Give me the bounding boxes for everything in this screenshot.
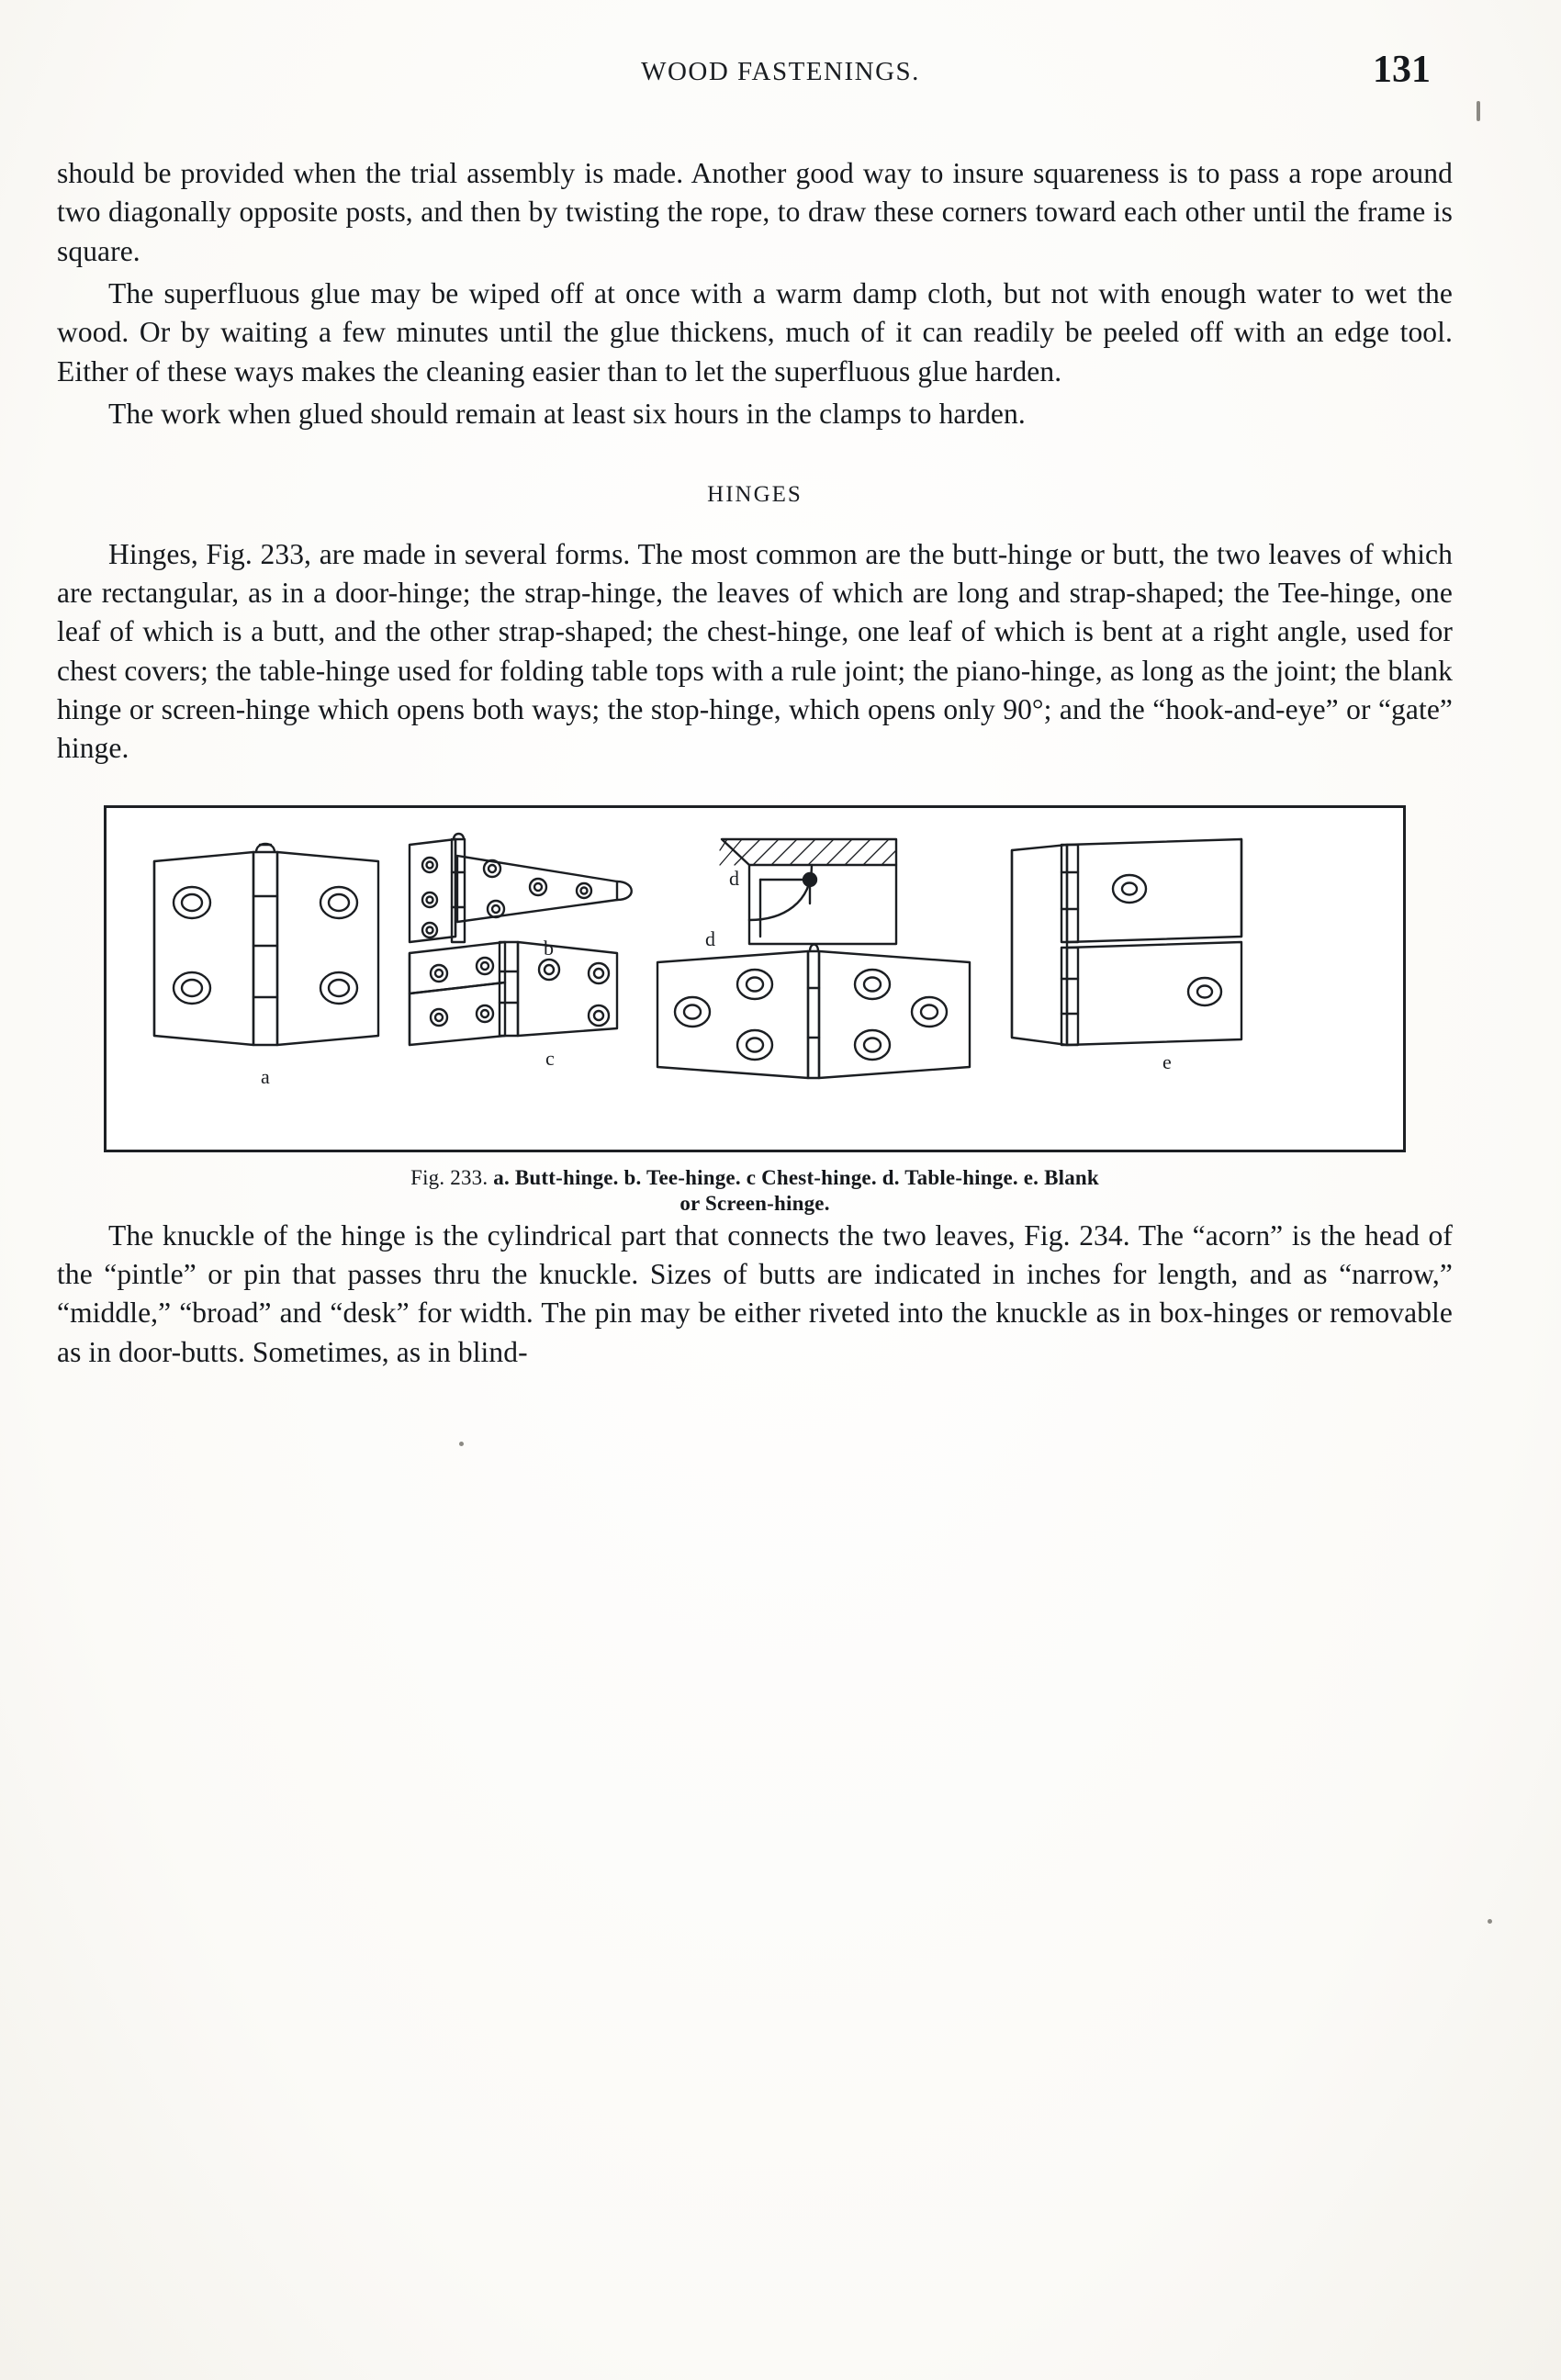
page-speck: [1488, 1919, 1492, 1924]
figure-label-a: a: [261, 1064, 270, 1088]
figure-caption-line-1: a. Butt-hinge. b. Tee-hinge. c Chest-hinge. d. Table-hinge. e. Blank: [493, 1165, 1099, 1189]
figure-label-d-upper: d: [729, 866, 739, 890]
paragraph-after-figure: The knuckle of the hinge is the cylindrical part that connects the two leaves, Fig. 234. The “acorn” is the head of the “pintle” or pin that passes thru the knuckle. Sizes of butts are indicated in inches for length, and as “narrow,” “middle,” “broad” and “desk” for width. The pin may be either riveted into the knuckle as in box-hinges or removable as in door-butts. Sometimes, as in blind-: [57, 1218, 1453, 1368]
paragraph-3: The work when glued should remain at least six hours in the clamps to harden.: [108, 398, 1026, 431]
table-hinge-section-drawing: [720, 839, 896, 944]
figure-number: Fig. 233.: [410, 1165, 489, 1189]
figure-label-b: b: [544, 936, 554, 960]
paragraph-2: The superfluous glue may be wiped off at once with a warm damp cloth, but not with enough water to wet the wood. Or by waiting a few minutes until the glue thickens, much of it can readily be peeled off with an edge tool. Either of these ways makes the cleaning easier than to let the superfluous glue harden.: [57, 277, 1453, 387]
page-number: 131: [1373, 49, 1431, 91]
paragraph-hinges: Hinges, Fig. 233, are made in several forms. The most common are the butt-hinge or butt, the two leaves of which are rectangular, as in a door-hinge; the strap-hinge, the leaves of which are long and strap-shaped; the Tee-hinge, one leaf of which is a butt, and the other strap-shaped; the chest-hinge, one leaf of which is bent at a right angle, used for chest covers; the table-hinge used for folding table tops with a rule joint; the piano-hinge, as long as the joint; the blank hinge or screen-hinge which opens both ways; the stop-hinge, which opens only 90°; and the “hook-and-eye” or “gate” hinge.: [57, 537, 1453, 765]
figure-label-e: e: [1162, 1050, 1172, 1073]
tee-hinge-drawing: [410, 834, 632, 960]
text-column: [57, 154, 1453, 1372]
figure-233: [57, 805, 1453, 1217]
figure-caption: [57, 1165, 1453, 1217]
table-hinge-plan-drawing: [657, 927, 970, 1078]
hinges-illustration: [107, 808, 1403, 1150]
figure-caption-line-2: or Screen-hinge.: [679, 1191, 830, 1215]
running-head: WOOD FASTENINGS.: [641, 57, 920, 86]
chest-hinge-drawing: [410, 942, 617, 1070]
butt-hinge-drawing: [154, 844, 378, 1088]
page-speck: [1477, 101, 1480, 121]
figure-label-d-lower: d: [705, 926, 715, 950]
figure-label-c: c: [545, 1046, 555, 1070]
blank-screen-hinge-drawing: [1012, 839, 1241, 1073]
paragraph-1: should be provided when the trial assembly is made. Another good way to insure squareness is to pass a rope around two diagonally opposite posts, and then by twisting the rope, to draw these corners toward each other until the frame is square.: [57, 157, 1453, 267]
page-speck: [459, 1442, 464, 1446]
section-heading-hinges: HINGES: [707, 481, 803, 507]
figure-233-image: [104, 805, 1406, 1152]
